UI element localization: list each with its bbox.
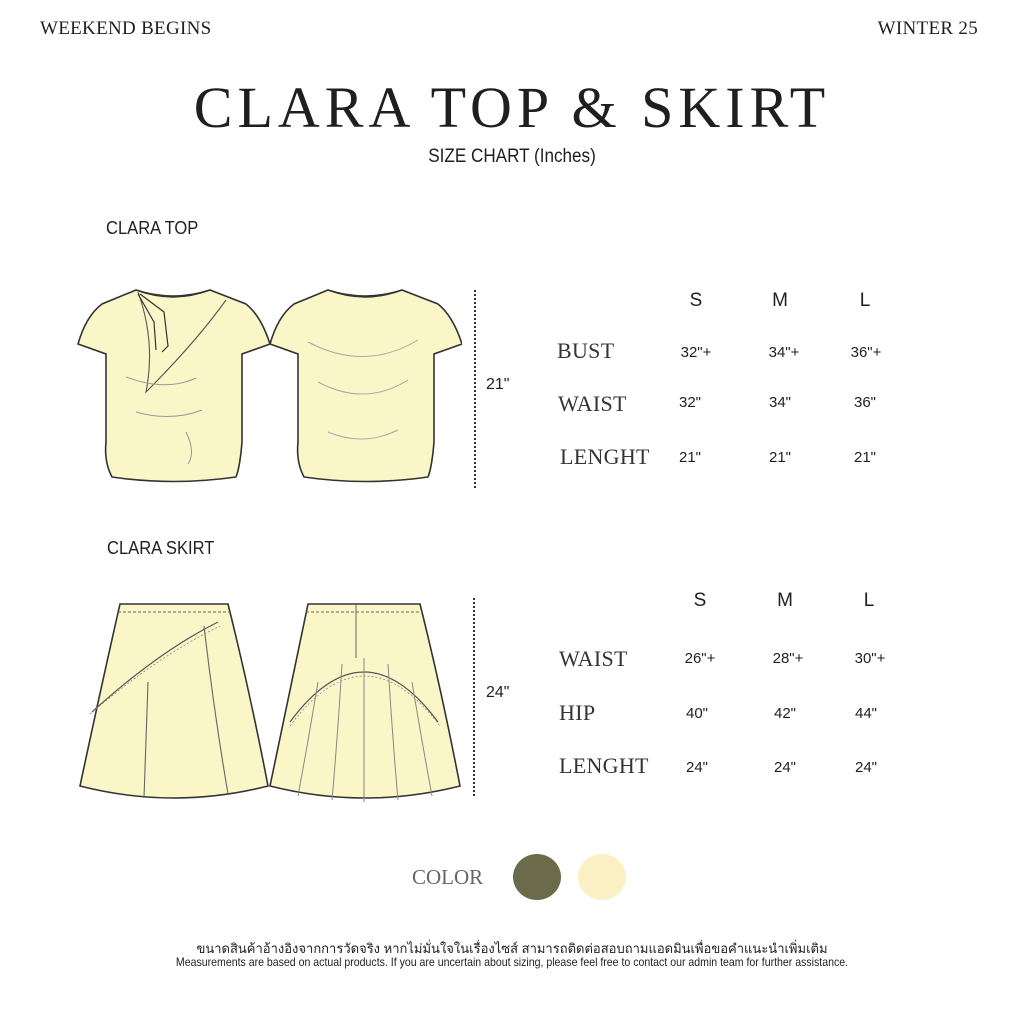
skirt-section-title: CLARA SKIRT [107, 538, 215, 558]
top-length-dimension: 21" [486, 376, 510, 393]
top-back-sketch [268, 282, 462, 484]
top-bust-m: 34"+ [768, 344, 800, 361]
cream-color-swatch[interactable] [578, 854, 626, 900]
top-size-m: M [772, 290, 788, 311]
skirt-length-dimension: 24" [486, 684, 510, 701]
top-bust-s: 32"+ [680, 344, 712, 361]
skirt-length-l: 24" [854, 759, 877, 776]
top-size-s: S [689, 290, 703, 311]
skirt-hip-l: 44" [854, 705, 877, 722]
top-length-l: 21" [853, 449, 876, 466]
top-row-length-label: LENGHT [560, 444, 650, 469]
skirt-hip-m: 42" [773, 705, 796, 722]
skirt-length-s: 24" [685, 759, 708, 776]
skirt-waist-m: 28"+ [772, 650, 804, 667]
skirt-row-length-label: LENGHT [559, 753, 649, 778]
page-subtitle: SIZE CHART (Inches) [428, 146, 596, 167]
skirt-hip-s: 40" [685, 705, 708, 722]
top-row-bust-label: BUST [557, 338, 615, 363]
skirt-waist-s: 26"+ [684, 650, 716, 667]
english-disclaimer: Measurements are based on actual products. If you are uncertain about sizing, please feel free to contact our admin team for further assistance. [175, 955, 849, 969]
skirt-size-l: L [863, 590, 875, 611]
page-title: CLARA TOP & SKIRT [193, 75, 831, 140]
season-label: WINTER 25 [877, 18, 978, 39]
top-section-title: CLARA TOP [106, 218, 199, 238]
top-bust-l: 36"+ [850, 344, 882, 361]
color-label: COLOR [412, 865, 484, 889]
skirt-front-sketch [78, 602, 270, 804]
top-length-m: 21" [768, 449, 791, 466]
thai-disclaimer: ขนาดสินค้าอ้างอิงจากการวัดจริง หากไม่มั่นใจในเรื่องไซส์ สามารถติดต่อสอบถามแอดมินเพื่อขอคำแนะนำเพิ่มเติม [196, 941, 828, 956]
skirt-size-s: S [693, 590, 707, 611]
top-row-waist-label: WAIST [558, 391, 627, 416]
skirt-row-waist-label: WAIST [559, 646, 628, 671]
top-waist-l: 36" [853, 394, 876, 411]
top-waist-m: 34" [768, 394, 791, 411]
top-waist-s: 32" [678, 394, 701, 411]
skirt-length-dimension-line [473, 598, 475, 796]
skirt-size-m: M [777, 590, 793, 611]
top-size-l: L [859, 290, 871, 311]
top-length-s: 21" [678, 449, 701, 466]
olive-color-swatch[interactable] [513, 854, 561, 900]
top-length-dimension-line [474, 290, 476, 488]
skirt-waist-l: 30"+ [854, 650, 886, 667]
top-front-sketch [76, 282, 270, 484]
skirt-row-hip-label: HIP [559, 700, 596, 725]
skirt-length-m: 24" [773, 759, 796, 776]
brand-name: WEEKEND BEGINS [40, 18, 212, 39]
skirt-back-sketch [268, 602, 462, 804]
